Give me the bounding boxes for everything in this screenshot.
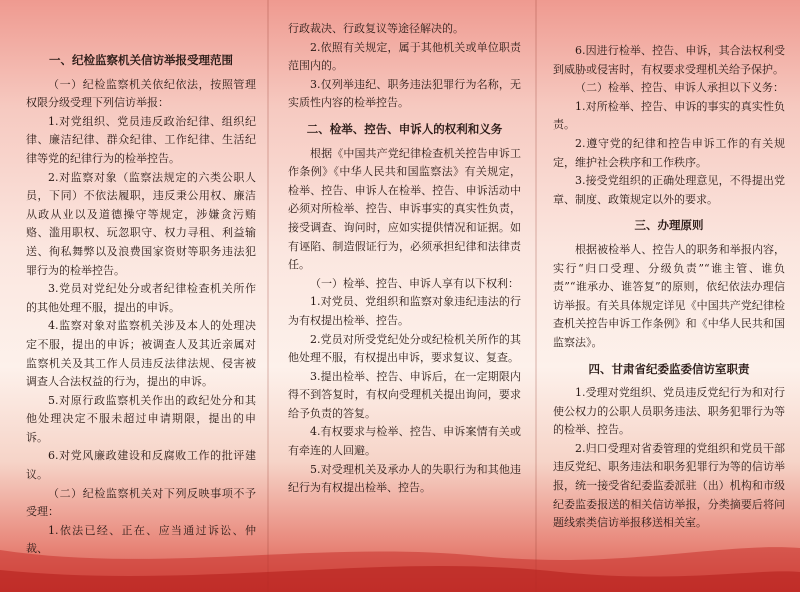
paragraph: 3.接受党组织的正确处理意见，不得提出党章、制度、政策规定以外的要求。: [553, 174, 785, 206]
paragraph: 2.党员对所受党纪处分或纪检机关所作的其他处理不服，有权提出申诉，要求复议、复查。: [288, 332, 521, 365]
paragraph: （一）纪检监察机关依纪依法，按照管理权限分级受理下列信访举报：: [26, 77, 256, 110]
paragraph: 6.对党风廉政建设和反腐败工作的批评建议。: [26, 449, 256, 482]
section-heading: 三、办理原则: [634, 218, 704, 233]
paragraph: 1.受理对党组织、党员违反党纪行为和对行使公权力的公职人员职务违法、职务犯罪行为等的检举、控告。: [553, 386, 785, 437]
paragraph: 4.监察对象对监察机关涉及本人的处理决定不服，提出的申诉；被调查人及其近亲属对监察机关及其工作人员违反法律法规、侵害被调查人合法权益的行为，提出的申诉。: [26, 319, 256, 389]
paragraph: 2.归口受理对省委管理的党组织和党员干部违反党纪、职务违法和职务犯罪行为等的信访举报，统一接受省纪委监委派驻（出）机构和市级纪委监委报送的相关信访举报，分类摘要后将问题线索类信访举报移送相关室。: [553, 441, 785, 530]
paragraph: 1.对所检举、控告、申诉的事实的真实性负责。: [553, 99, 785, 132]
paragraph: （二）纪检监察机关对下列反映事项不予受理：: [26, 486, 256, 519]
paragraph: 2.对监察对象（监察法规定的六类公职人员，下同）不依法履职，违反秉公用权、廉洁从政从业以及道德操守等规定，涉嫌贪污贿赂、滥用职权、玩忽职守、权力寻租、利益输送、徇私舞弊以及浪费国家资财等职务违法犯罪行为的检举控告。: [26, 170, 256, 277]
paragraph: 3.党员对党纪处分或者纪律检查机关所作的其他处理不服，提出的申诉。: [26, 282, 256, 314]
paragraph: 5.对受理机关及承办人的失职行为和其他违纪行为有权提出检举、控告。: [288, 462, 521, 495]
paragraph: 1.对党员、党组织和监察对象违纪违法的行为有权提出检举、控告。: [288, 295, 521, 327]
panel-middle: [288, 0, 521, 498]
paragraph: 5.对原行政监察机关作出的政纪处分和其他处理决定不服未超过申请期限，提出的申诉。: [26, 393, 256, 444]
paragraph: （二）检举、控告、申诉人承担以下义务：: [575, 81, 784, 95]
paragraph: 1.对党组织、党员违反政治纪律、组织纪律、廉洁纪律、群众纪律、工作纪律、生活纪律等党的纪律行为的检举控告。: [26, 114, 256, 165]
paragraph: 1.依法已经、正在、应当通过诉讼、仲裁、: [26, 523, 256, 556]
section-heading: 二、检举、控告、申诉人的权利和义务: [306, 121, 503, 136]
paragraph: 行政裁决、行政复议等途径解决的。: [288, 22, 464, 35]
paragraph: 4.有权要求与检举、控告、申诉案情有关或有牵连的人回避。: [288, 425, 521, 458]
bottom-swoosh: [0, 512, 800, 592]
paragraph: 2.遵守党的纪律和控告申诉工作的有关规定，维护社会秩序和工作秩序。: [553, 136, 785, 169]
paragraph: （一）检举、控告、申诉人享有以下权利：: [310, 276, 519, 290]
paragraph: 6.因进行检举、控告、申诉，其合法权利受到威胁或侵害时，有权要求受理机关给予保护。: [553, 44, 785, 76]
paragraph: 3.仅列举违纪、职务违法犯罪行为名称，无实质性内容的检举控告。: [288, 77, 521, 110]
panel-left: [26, 0, 256, 559]
section-heading: 一、纪检监察机关信访举报受理范围: [49, 53, 233, 67]
section-heading: 四、甘肃省纪委监委信访室职责: [588, 361, 750, 376]
paragraph: 3.提出检举、控告、申诉后，在一定期限内得不到答复时，有权向受理机关提出询问，要求给予负责的答复。: [288, 369, 521, 420]
fold-line-1: [267, 0, 269, 592]
paragraph: 2.依照有关规定，属于其他机关或单位职责范围内的。: [288, 40, 521, 73]
paragraph: 根据《中国共产党纪律检查机关控告申诉工作条例》《中华人民共和国监察法》有关规定，检举、控告、申诉人在检举、控告、申诉活动中必须对所检举、控告、申诉事实的真实性负责，接受调查、询问时，应如实提供情况和证据。如有诬陷、制造假证行为，必须承担纪律和法律责任。: [288, 146, 521, 272]
paragraph: 根据被检举人、控告人的职务和举报内容，实行“归口受理、分级负责”“谁主管、谁负责”“谁承办、谁答复”的原则，依纪依法办理信访举报。有关具体规定详见《中国共产党纪律检查机关控告申诉工作条例》和《中华人民共和国监察法》。: [553, 242, 785, 349]
fold-line-2: [535, 0, 537, 592]
panel-right: [553, 0, 785, 533]
